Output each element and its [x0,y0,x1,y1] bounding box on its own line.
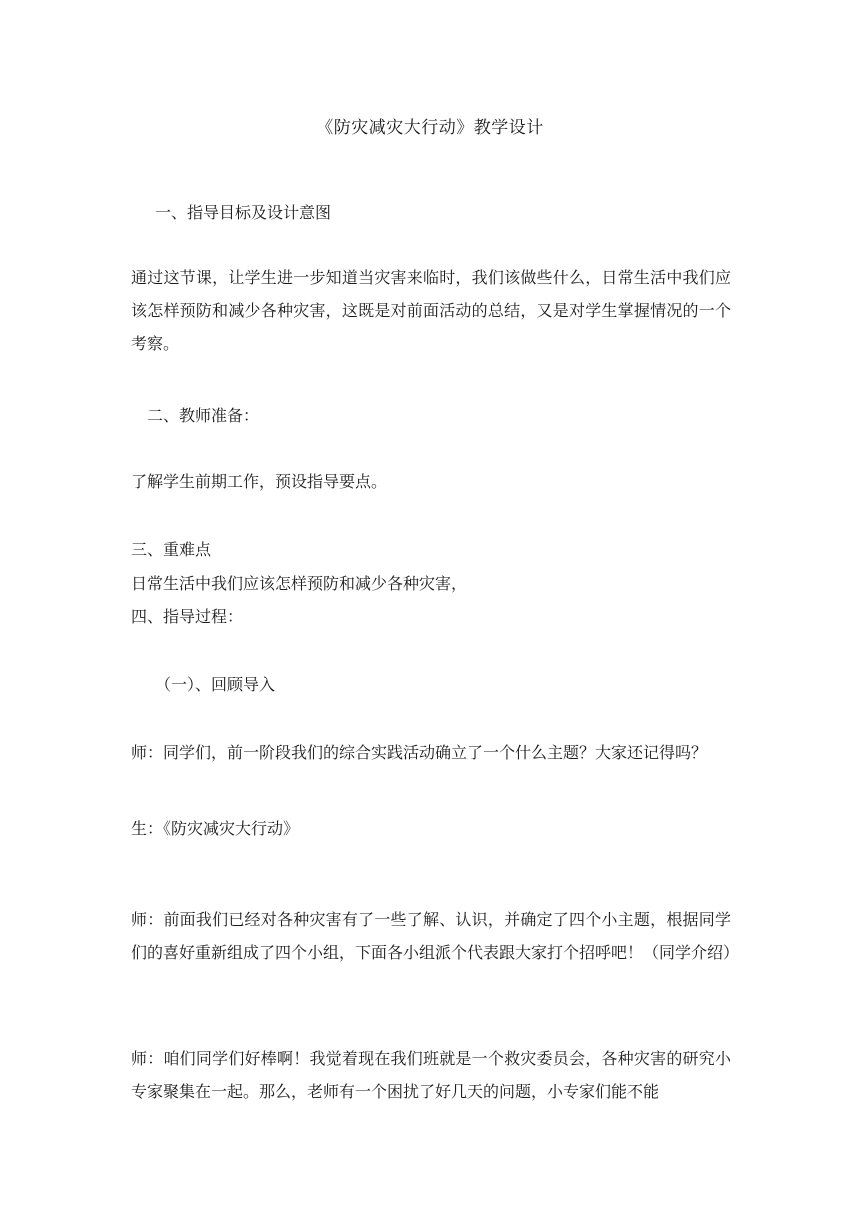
section-body-3: 日常生活中我们应该怎样预防和减少各种灾害， [131,574,468,593]
section-heading-2: 二、教师准备： [147,406,260,425]
dialogue-paragraph: 师：同学们，前一阶段我们的综合实践活动确立了一个什么主题？大家还记得吗？ [131,743,708,762]
dialogue-paragraph: 生：《防灾减灾大行动》 [131,819,300,838]
section-body-1: 通过这节课，让学生进一步知道当灾害来临时，我们该做些什么，日常生活中我们应该怎样预防和减少各种灾害，这既是对前面活动的总结，又是对学生掌握情况的一个考察。 [131,268,731,353]
subsection-heading: （一）、回顾导入 [155,675,276,694]
section-body-2: 了解学生前期工作，预设指导要点。 [131,472,388,491]
section-heading-1: 一、指导目标及设计意图 [155,203,332,222]
section-heading-4: 四、指导过程： [131,607,244,626]
document-title: 《防灾减灾大行动》教学设计 [316,118,544,138]
section-heading-3: 三、重难点 [131,540,212,559]
dialogue-paragraph: 师：咱们同学们好棒啊！我觉着现在我们班就是一个救灾委员会，各种灾害的研究小专家聚集在一起。那么，老师有一个困扰了好几天的问题，小专家们能不能 [131,1049,731,1101]
dialogue-paragraph: 师：前面我们已经对各种灾害有了一些了解、认识，并确定了四个小主题，根据同学们的喜好重新组成了四个小组，下面各小组派个代表跟大家打个招呼吧！（同学介绍） [131,910,740,962]
